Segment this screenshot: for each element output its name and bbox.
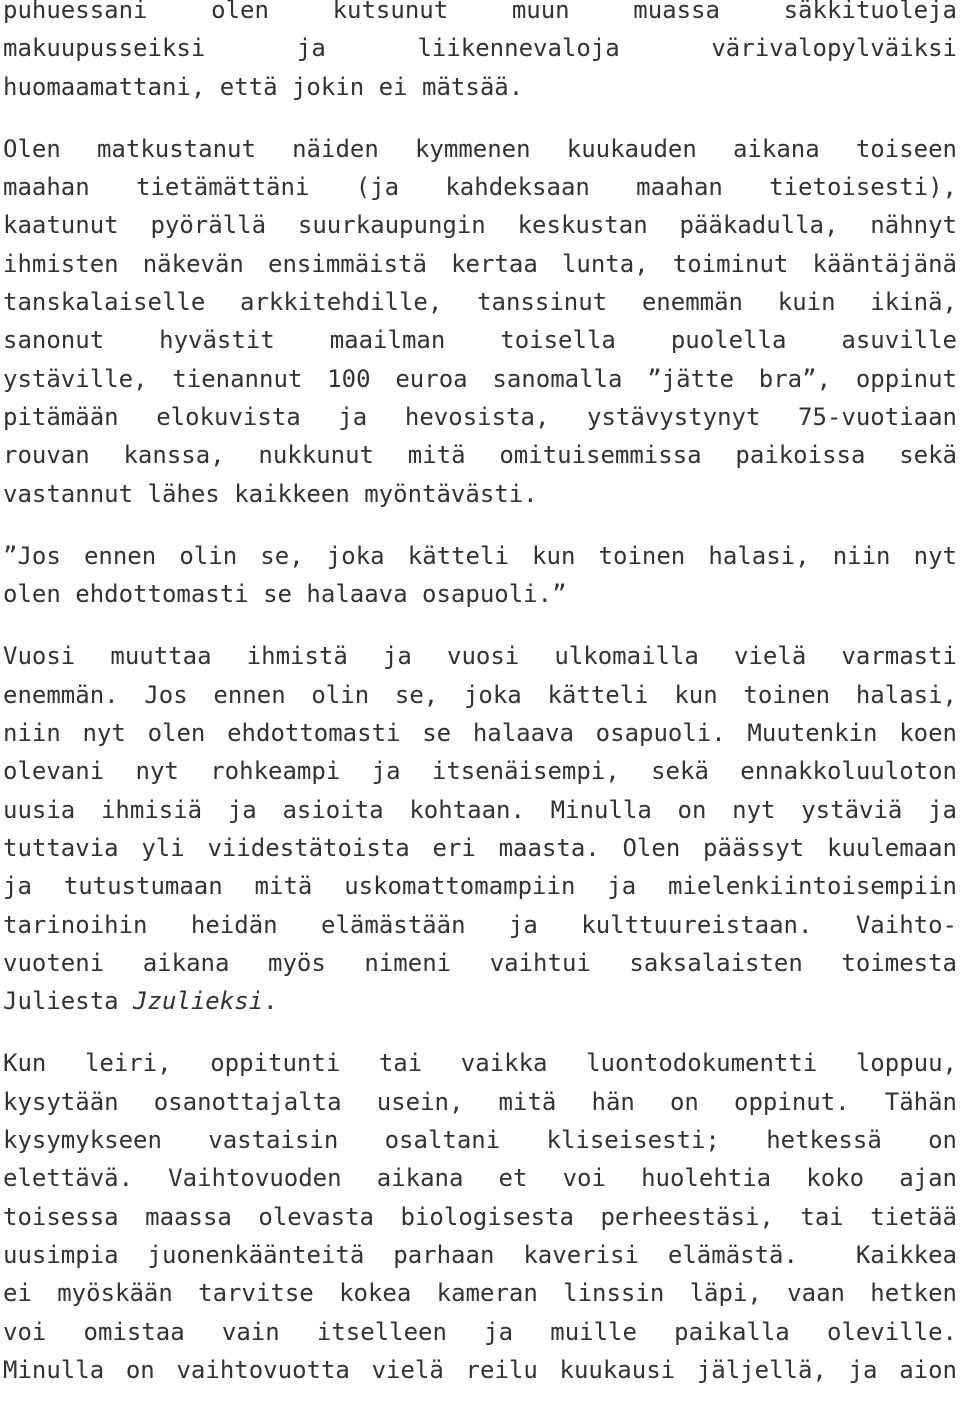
text-line: kaatunut pyörällä suurkaupungin keskustan pääkadulla, nähnyt xyxy=(3,211,957,240)
text-line xyxy=(3,982,957,1020)
text-line: Minulla on vaihtovuotta vielä reilu kuukausi jäljellä, ja aion xyxy=(3,1355,957,1384)
text-line: uusimpia juonenkäänteitä parhaan kaverisi elämästä. Kaikkea xyxy=(3,1240,957,1269)
text-fragment: . xyxy=(263,987,278,1016)
text-line: makuupusseiksi ja liikennevaloja värivalopylväiksi xyxy=(3,34,957,63)
text-line: Olen matkustanut näiden kymmenen kuukauden aikana toiseen xyxy=(3,134,957,163)
text-line: kysytään osanottajalta usein, mitä hän on oppinut. Tähän xyxy=(3,1087,957,1116)
text-line: Kun leiri, oppitunti tai vaikka luontodokumentti loppuu, xyxy=(3,1049,957,1078)
text-line: huomaamattani, että jokin ei mätsää. xyxy=(3,72,524,101)
text-line: maahan tietämättäni (ja kahdeksaan maahan tietoisesti), xyxy=(3,173,957,202)
text-line: niin nyt olen ehdottomasti se halaava osapuoli. Muutenkin koen xyxy=(3,719,957,748)
text-line: toisessa maassa olevasta biologisesta perheestäsi, tai tietää xyxy=(3,1202,957,1231)
text-line: sanonut hyvästit maailman toisella puolella asuville xyxy=(3,326,957,355)
text-line: ja tutustumaan mitä uskomattomampiin ja mielenkiintoisempiin xyxy=(3,872,957,901)
text-line: tuttavia yli viidestätoista eri maasta. Olen päässyt kuulemaan xyxy=(3,833,957,862)
italic-name: Jzulieksi xyxy=(133,987,264,1016)
pull-quote xyxy=(3,537,957,614)
text-line: uusia ihmisiä ja asioita kohtaan. Minulla on nyt ystäviä ja xyxy=(3,795,957,824)
text-line: voi omistaa vain itselleen ja muille paikalla oleville. xyxy=(3,1317,957,1346)
text-line: ”Jos ennen olin se, joka kätteli kun toinen halasi, niin nyt xyxy=(3,541,957,570)
document-body xyxy=(3,0,957,1413)
text-fragment: Juliesta xyxy=(3,987,134,1016)
text-line: vuoteni aikana myös nimeni vaihtui saksalaisten toimesta xyxy=(3,948,957,977)
text-line: olevani nyt rohkeampi ja itsenäisempi, sekä ennakkoluuloton xyxy=(3,757,957,786)
text-line: puhuessani olen kutsunut muun muassa säkkituoleja xyxy=(3,0,957,24)
text-line: ystäville, tienannut 100 euroa sanomalla ”jätte bra”, oppinut xyxy=(3,364,957,393)
paragraph-travels xyxy=(3,130,957,513)
text-line: tanskalaiselle arkkitehdille, tanssinut enemmän kuin ikinä, xyxy=(3,288,957,317)
text-line: elettävä. Vaihtovuoden aikana et voi huolehtia koko ajan xyxy=(3,1164,957,1193)
text-line: Vuosi muuttaa ihmistä ja vuosi ulkomailla vielä varmasti xyxy=(3,642,957,671)
text-line: pitämään elokuvista ja hevosista, ystävystynyt 75-vuotiaan xyxy=(3,402,957,431)
paragraph-lessons xyxy=(3,1044,957,1389)
text-line: enemmän. Jos ennen olin se, joka kätteli kun toinen halasi, xyxy=(3,680,957,709)
paragraph-change xyxy=(3,637,957,1020)
text-line: olen ehdottomasti se halaava osapuoli.” xyxy=(3,580,567,609)
text-line: rouvan kanssa, nukkunut mitä omituisemmissa paikoissa sekä xyxy=(3,441,957,470)
text-line: ihmisten näkevän ensimmäistä kertaa lunta, toiminut kääntäjänä xyxy=(3,249,957,278)
text-line: ei myöskään tarvitse kokea kameran linssin läpi, vaan hetken xyxy=(3,1279,957,1308)
text-line: kysymykseen vastaisin osaltani kliseisesti; hetkessä on xyxy=(3,1126,957,1155)
paragraph-intro-continuation xyxy=(3,0,957,106)
text-line: vastannut lähes kaikkeen myöntävästi. xyxy=(3,479,538,508)
text-line: tarinoihin heidän elämästään ja kulttuureistaan. Vaihto- xyxy=(3,910,957,939)
